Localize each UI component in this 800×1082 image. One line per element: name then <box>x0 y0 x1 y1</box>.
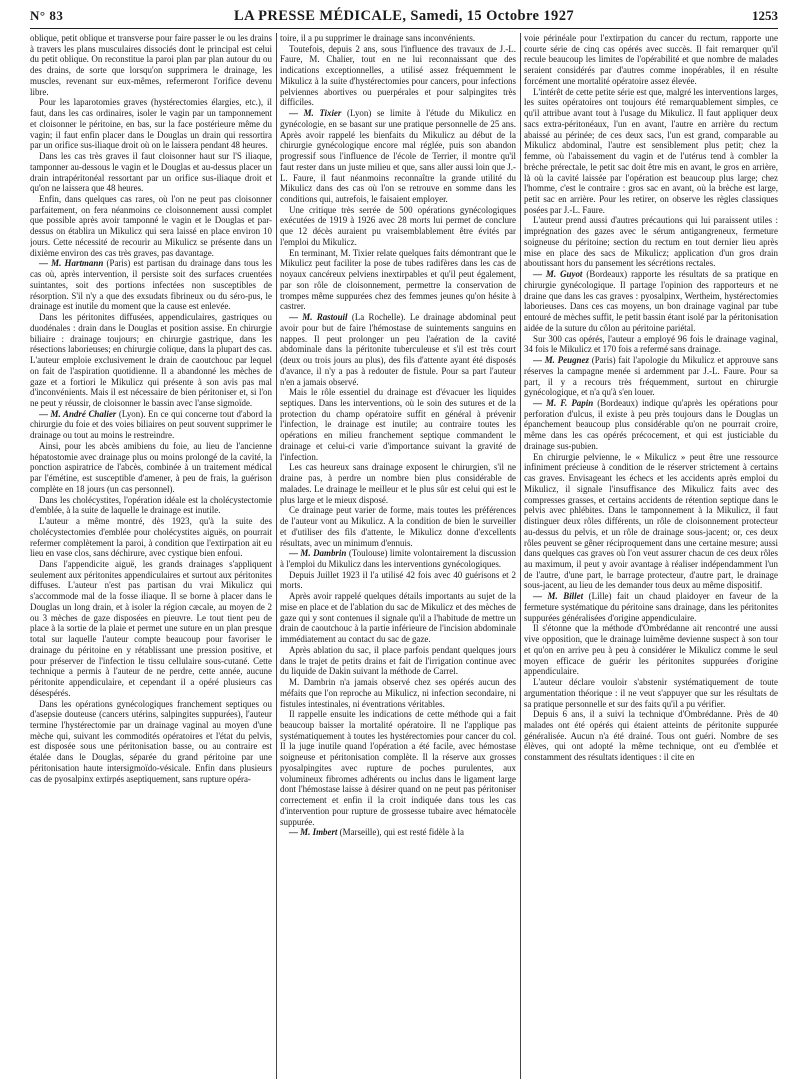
paragraph: Depuis 6 ans, il a suivi la technique d'Ombrédanne. Près de 40 malades ont été opérés qui étaient atteints de péritonite suppurée généralisée. Aucun n'a été drainé. Tous ont guéri. Nombre de ses élèves, qui ont adopté la même technique, ont eu d'emblée et constamment des résultats identiques : il cite en <box>524 709 778 763</box>
paragraph: — M. Peugnez (Paris) fait l'apologie du Mikulicz et approuve sans réserves la campagne menée si ardemment par J.-L. Faure. Pour sa part, il y a recours très fréquemment, surtout en chirurgie gynécologique, et n'a qu'à s'en louer. <box>524 355 778 398</box>
text-column-1 <box>30 33 272 1079</box>
column-divider <box>276 33 277 1079</box>
paragraph: Il s'étonne que la méthode d'Ombrédanne ait rencontré une aussi vive opposition, que le drainage luimême devienne suspect à son tour et qu'on en arrive peu à peu à considérer le Mikulicz comme le seul moyen efficace de guérir les péritonites suppurées d'origine appendiculaire. <box>524 623 778 677</box>
paragraph: — M. Dambrin (Toulouse) limite volontairement la discussion à l'emploi du Mikulicz dans les interventions gynécologiques. <box>280 548 516 569</box>
paragraph-text: (Paris) fait l'apologie du Mikulicz et approuve sans réserves la campagne menée si ardemment par J.-L. Faure. Pour sa part, il y a recours très fréquemment, surtout en chirurgie gynécologique, et n'a qu'à s'en louer. <box>524 355 778 398</box>
paragraph: — M. Tixier (Lyon) se limite à l'étude du Mikulicz en gynécologie, en se basant sur une pratique personnelle de 25 ans. Après avoir rappelé les bienfaits du Mikulicz au début de la chirurgie gynécologique encore mal réglée, puis son abandon progressif sous l'influence de l'école de Terrier, il montre qu'il faut rester dans un juste milieu et que, sans aller aussi loin que J.-L. Faure, il faut néanmoins reconnaître la grande utilité du Mikulicz dans des cas où l'on se retrouve en somme dans les conditions qui, autrefois, le faisaient employer. <box>280 108 516 205</box>
author-name: M. Imbert <box>300 827 338 838</box>
author-name: M. Tixier <box>303 108 342 119</box>
author-name: M. Peugnez <box>544 355 589 366</box>
paragraph: Ainsi, pour les abcès amibiens du foie, au lieu de l'ancienne hépatostomie avec drainage plus ou moins prolongé de la cavité, la ponction aspiratrice de l'abcès, combinée à un traitement médical par l'émétine, est susceptible d'amener, à peu de frais, la guérison complète en 18 jours (un cas personnel). <box>30 440 272 494</box>
paragraph: Enfin, dans quelques cas rares, où l'on ne peut pas cloisonner parfaitement, on fera néanmoins ce cloisonnement aussi complet que possible après avoir tamponné le vagin et le Douglas et par-dessus on établira un Mikulicz qui sera laissé en place environ 10 jours. Cette nécessité de recourir au Mikulicz se présente dans un dixième environ des cas très graves, pas davantage. <box>30 194 272 258</box>
paragraph: L'intérêt de cette petite série est que, malgré les interventions larges, les suites opératoires ont toujours été remarquablement simples, ce qu'il attribue avant tout à l'usage du Mikulicz. Il faut appliquer deux sacs extra-péritonéaux, l'un en avant, l'autre en arrière du rectum abaissé au périnée; de ces deux sacs, l'un est grand, comparable au Mikulicz abdominal, l'autre est sensiblement plus petit; chez la femme, où l'abaissement du vagin et de l'utérus tend à combler la brèche prérectale, le petit sac doit être mis en avant, le gros en arrière, là où la cavité laissée par l'opération est beaucoup plus large; chez l'homme, c'est le contraire : gros sac en avant, où la brèche est large, petit sac en arrière. Pour les retirer, on observe les règles classiques posées par J.-L. Faure. <box>524 86 778 215</box>
paragraph: Il rappelle ensuite les indications de cette méthode qui a fait beaucoup baisser la mortalité opératoire. Il ne l'applique pas systématiquement à toutes les hystérectomies pour cancer du col. Il la juge inutile quand l'opération a été facile, avec hémostase soigneuse et péritonisation complète. Il la réserve aux grosses pyosalpingites avec rupture de poches purulentes, aux volumineux fibromes adhérents ou inclus dans le ligament large dont l'hémostase laisse à désirer quand on ne peut pas péritoniser correctement et enfin il la croit indiquée dans tous les cas d'intervention pour rupture de grossesse tubaire avec hématocèle suppurée. <box>280 709 516 827</box>
paragraph-text: (Paris) est partisan du drainage dans tous les cas où, après intervention, il persiste soit des surfaces cruentées suintantes, soit des portions infectées non susceptibles de résorption. S'il n'y a que des exsudats fibrineux ou du séro-pus, le drainage est inutile du moment que la cause est enlevée. <box>30 258 272 312</box>
paragraph: — M. Hartmann (Paris) est partisan du drainage dans tous les cas où, après intervention, il persiste soit des surfaces cruentées suintantes, soit des portions infectées non susceptibles de résorption. S'il n'y a que des exsudats fibrineux ou du séro-pus, le drainage est inutile du moment que la cause est enlevée. <box>30 258 272 312</box>
author-name: M. Dambrin <box>300 548 347 559</box>
header-rule <box>30 28 778 29</box>
paragraph: Dans l'appendicite aiguë, les grands drainages s'appliquent seulement aux péritonites appendiculaires et surtout aux péritonites diffuses. L'auteur n'est pas partisan du vrai Mikulicz qui s'accommode mal de la fosse iliaque. Il se borne à placer dans le Douglas un long drain, et à isoler la région cæcale, au moyen de 2 ou 3 mèches de gaze disposées en pieuvre. Le tout tient peu de place à la sortie de la plaie et permet une suture en un plan presque total sur laquelle l'auteur compte beaucoup pour favoriser le drainage du péritoine en y rétablissant une pression positive, et pour préserver de l'infection le tissu cellulaire sous-cutané. Cette technique a permis à l'auteur de ne perdre, cette année, aucune péritonite appendiculaire, et cependant il a opéré plusieurs cas désespérés. <box>30 558 272 698</box>
author-name: M. F. Papin <box>546 397 594 408</box>
paragraph: Mais le rôle essentiel du drainage est d'évacuer les liquides septiques. Dans les interventions, où le soin des sutures et de la protection du champ opératoire suffit en général à prévenir l'infection, le drainage est inutile; au contraire toutes les opérations en milieu franchement septique commandent le drainage et celui-ci varie d'importance suivant la gravité de l'infection. <box>280 387 516 462</box>
paragraph: Toutefois, depuis 2 ans, sous l'influence des travaux de J.-L. Faure, M. Chalier, tout en ne lui reconnaissant que des indications exceptionnelles, a utilisé assez fréquemment le Mikulicz à la suite d'hystérectomies pour cancers, pour infections pelviennes abortives ou puerpérales et pour salpingites très difficiles. <box>280 43 516 108</box>
author-name: M. Guyot <box>545 269 583 280</box>
paragraph: L'auteur déclare vouloir s'abstenir systématiquement de toute argumentation théorique : il ne veut s'appuyer que sur les résultats de sa pratique personnelle et sur des faits qu'il a pu vérifier. <box>524 677 778 709</box>
author-name: M. Billet <box>547 591 584 602</box>
paragraph: Dans les cholécystites, l'opération idéale est la cholécystectomie d'emblée, à la suite de laquelle le drainage est inutile. <box>30 494 272 516</box>
column-divider <box>520 33 521 1079</box>
paragraph: Une critique très serrée de 500 opérations gynécologiques exécutées de 1919 à 1926 avec 28 morts lui permet de conclure que 12 décès auraient pu vraisemblablement être évités par l'emploi du Mikulicz. <box>280 204 516 247</box>
paragraph-text: (Toulouse) limite volontairement la discussion à l'emploi du Mikulicz dans les interventions gynécologiques. <box>280 548 516 569</box>
page-header <box>30 8 778 30</box>
paragraph: — M. Billet (Lille) fait un chaud plaidoyer en faveur de la fermeture systématique du péritoine sans drainage, dans les péritonites suppurées généralisées d'origine appendiculaire. <box>524 591 778 623</box>
paragraph: L'auteur prend aussi d'autres précautions qui lui paraissent utiles : imprégnation des gazes avec le sérum antigangreneux, fermeture soigneuse du péritoine; section du rectum en tout dernier lieu après mise en place des sacs de Mikulicz; application d'un gros drain aboutissant hors du pansement les sécrétions rectales. <box>524 215 778 269</box>
issue-number: N° 83 <box>30 8 64 23</box>
paragraph: oblique, petit oblique et transverse pour faire passer le ou les drains à travers les plans musculaires dissociés dont le principal est celui du petit oblique. On reconstitue la paroi plan par plan autour du ou des drains, de sorte que lorsqu'on supprimera le drainage, les muscles, revenant sur eux-mêmes, refermeront l'orifice devenu libre. <box>30 33 272 97</box>
paragraph: Dans les opérations gynécologiques franchement septiques ou d'asepsie douteuse (cancers utérins, salpingites suppurées), l'auteur termine l'hystérectomie par un drainage vaginal au moyen d'une mèche qui, suivant les commodités opératoires et l'état du pelvis, est disposée sous une péritonisation basse, ou au contraire est étalée dans le Douglas, séparée du grand péritoine par une péritonisation haute intersigmoïdo-vésicale. Enfin dans plusieurs cas de pyosalpinx extirpés aseptiquement, sans rupture opéra- <box>30 698 272 784</box>
paragraph: Ce drainage peut varier de forme, mais toutes les préférences de l'auteur vont au Mikulicz. A la condition de bien le surveiller et d'utiliser des fils d'attente, le Mikulicz donne d'excellents résultats, avec un minimum d'ennuis. <box>280 505 516 548</box>
paragraph: voie périnéale pour l'extirpation du cancer du rectum, rapporte une courte série de cinq cas opérés avec succès. Il fait remarquer qu'il recule beaucoup les limites de l'opérabilité et que nombre de malades seraient considérés par d'autres comme inopérables, il en résulte forcément une mortalité opératoire assez élevée. <box>524 33 778 86</box>
paragraph: Depuis Juillet 1923 il l'a utilisé 42 fois avec 40 guérisons et 2 morts. <box>280 569 516 591</box>
paragraph: Dans les péritonites diffusées, appendiculaires, gastriques ou duodénales : drain dans le Douglas et position assise. En chirurgie biliaire : drainage toujours; en chirurgie gastrique, dans les résections laborieuses; en chirurgie colique, dans la plupart des cas. L'auteur emploie exclusivement le drain de caoutchouc par lequel on fait de l'aspiration quotidienne. Il a abandonné les mèches de gaze et a fortiori le Mikulicz qui présente à son avis pas mal d'inconvénients. Mais il est nécessaire de bien péritoniser et, si l'on ne peut y réussir, de cloisonner le bassin avec l'anse sigmoïde. <box>30 312 272 408</box>
paragraph: — M. F. Papin (Bordeaux) indique qu'après les opérations pour perforation d'ulcus, il existe à peu près toujours dans le Douglas un épanchement beaucoup plus considérable qu'on ne pourrait croire, même dans les cas opérés précocement, et qui est justiciable du drainage sus-pubien. <box>524 397 778 451</box>
paragraph: toire, il a pu supprimer le drainage sans inconvénients. <box>280 33 476 43</box>
paragraph: Pour les laparotomies graves (hystérectomies élargies, etc.), il faut, dans les cas ordinaires, isoler le vagin par un tamponnement et cloisonner le péritoine, en bas, sur la face postérieure même du vagin; il faut enfin placer dans le Douglas un drain qui ressortira par un orifice sus-iliaque droit où on le laissera pendant 48 heures. <box>30 97 272 151</box>
paragraph-text: (Bordeaux) indique qu'après les opérations pour perforation d'ulcus, il existe à peu près toujours dans le Douglas un épanchement beaucoup plus considérable qu'on ne pourrait croire, même dans les cas opérés précocement, et qui est justiciable du drainage sus-pubien. <box>524 397 778 451</box>
paragraph-text: (Lille) fait un chaud plaidoyer en faveur de la fermeture systématique du péritoine sans drainage, dans les péritonites suppurées généralisées d'origine appendiculaire. <box>524 591 778 623</box>
paragraph: — M. Guyot (Bordeaux) rapporte les résultats de sa pratique en chirurgie gynécologique. Il partage l'opinion des rapporteurs et ne draine que dans les cas graves : pyosalpinx, Wertheim, hystérectomies laborieuses. Dans ces cas moyens, un bon drainage vaginal par tube entouré de mèches suffit, le petit bassin étant isolé par la péritonisation aidée de la suture du côlon au péritoine pariétal. <box>524 269 778 333</box>
paragraph: L'auteur a même montré, dès 1923, qu'à la suite des cholécystectomies d'emblée pour cholécystites aiguës, on pourrait refermer complètement la paroi, à condition que l'extirpation ait eu lieu en vase clos, sans déchirure, avec cystique bien enfoui. <box>30 516 272 559</box>
paragraph: Après ablation du sac, il place parfois pendant quelques jours dans le trajet de petits drains et fait de l'irrigation continue avec du liquide de Dakin suivant la méthode de Carrel. <box>280 644 516 677</box>
paragraph-text: (Bordeaux) rapporte les résultats de sa pratique en chirurgie gynécologique. Il partage l'opinion des rapporteurs et ne draine que dans les cas graves : pyosalpinx, Wertheim, hystérectomies laborieuses. Dans ces cas moyens, un bon drainage vaginal par tube entouré de mèches suffit, le petit bassin étant isolé par la péritonisation aidée de la suture du côlon au péritoine pariétal. <box>524 269 778 333</box>
paragraph: Après avoir rappelé quelques détails importants au sujet de la mise en place et de l'ablation du sac de Mikulicz et des mèches de gaze qui y sont contenues il signale qu'il a l'habitude de mettre un drain de caoutchouc à la partie inférieure de l'incision abdominale immédiatement au contact du sac de gaze. <box>280 591 516 645</box>
page-number: 1253 <box>752 8 778 23</box>
paragraph: Sur 300 cas opérés, l'auteur a employé 96 fois le drainage vaginal, 34 fois le Mikulicz et 170 fois a refermé sans drainage. <box>524 333 778 355</box>
paragraph: — M. Rastouil (La Rochelle). Le drainage abdominal peut avoir pour but de faire l'hémostase de suintements sanguins en nappes. Il peut prolonger un peu l'aération de la cavité abdominale dans la péritonite tuberculeuse et s'il est très court (deux ou trois jours au plus), des fils d'attente ayant été disposés d'avance, il n'y a pas à redouter de fistule. Pour sa part l'auteur n'en a jamais observé. <box>280 312 516 387</box>
author-name: M. Hartmann <box>51 258 104 269</box>
paragraph: — M. André Chalier (Lyon). En ce qui concerne tout d'abord la chirurgie du foie et des voies biliaires on peut souvent supprimer le drainage ou tout au moins le restreindre. <box>30 408 272 441</box>
author-name: M. Rastouil <box>302 312 348 323</box>
author-name: M. André Chalier <box>50 408 117 419</box>
text-column-3 <box>524 33 778 1079</box>
text-column-2 <box>280 33 516 1079</box>
paragraph-text: (Lyon). En ce qui concerne tout d'abord la chirurgie du foie et des voies biliaires on peut souvent supprimer le drainage ou tout au moins le restreindre. <box>30 408 272 441</box>
paragraph-text: (Lyon) se limite à l'étude du Mikulicz en gynécologie, en se basant sur une pratique personnelle de 25 ans. Après avoir rappelé les bienfaits du Mikulicz au début de la chirurgie gynécologique encore mal réglée, puis son abandon progressif sous l'influence de l'école de Terrier, il montre qu'il faut rester dans un juste milieu et que, sans aller aussi loin que J.-L. Faure, il faut néanmoins reconnaître la grande utilité du Mikulicz dans des cas où l'on se retrouve en somme dans les conditions qui, autrefois, le faisaient employer. <box>280 108 516 205</box>
paragraph: En chirurgie pelvienne, le « Mikulicz » peut être une ressource infiniment précieuse à condition de le réserver strictement à certains cas graves. Envisageant les échecs et les accidents après emploi du Mikulicz, il signale l'insuffisance des Mikulicz faits avec des compresses grasses, et certains accidents de rétention septique dans le pelvis avec phlébites. Dans le tamponnement à la Mikulicz, il faut distinguer deux rôles différents, un rôle de cloisonnement protecteur au-dessus du pelvis, et un rôle de drainage sous-jacent; or, ces deux rôles peuvent se gêner réciproquement dans une certaine mesure; aussi dans quelques cas graves où l'on veut assurer chacun de ces deux rôles au maximum, il peut y avoir avantage à réaliser indépendamment l'un de l'autre, d'une part, le barrage protecteur, d'autre part, le drainage sous-jacent, au lieu de les demander tous deux au même dispositif. <box>524 451 778 591</box>
paragraph: M. Dambrin n'a jamais observé chez ses opérés aucun des méfaits que l'on reproche au Mikulicz, ni infection secondaire, ni fistules intestinales, ni éventrations véritables. <box>280 677 516 709</box>
paragraph-text: (Marseille), qui est resté fidèle à la <box>339 827 464 838</box>
paragraph: Les cas heureux sans drainage exposent le chirurgien, s'il ne draine pas, à perdre un nombre bien plus considérable de malades. Le drainage le meilleur et le plus sûr est celui qui est le plus large et le mieux disposé. <box>280 462 516 505</box>
paragraph-text: (La Rochelle). Le drainage abdominal peut avoir pour but de faire l'hémostase de suintements sanguins en nappes. Il peut prolonger un peu l'aération de la cavité abdominale dans la péritonite tuberculeuse et s'il est très court (deux ou trois jours au plus), des fils d'attente ayant été disposés d'avance, il n'y a pas à redouter de fistule. Pour sa part l'auteur n'en a jamais observé. <box>280 312 516 387</box>
paragraph: Dans les cas très graves il faut cloisonner haut sur l'S iliaque, tamponner au-dessous le vagin et le Douglas et au-dessus placer un drain intrapéritonéal ressortant par un orifice sus-iliaque droit et qu'on ne laissera que 48 heures. <box>30 151 272 194</box>
paragraph: En terminant, M. Tixier relate quelques faits démontrant que le Mikulicz peut faciliter la pose de tubes radifères dans les cas de noyaux cancéreux pelviens inextirpables et qu'il peut également, par son rôle de cloisonnement, permettre la conservation de trompes même suppurées chez des femmes jeunes qu'on hésite à castrer. <box>280 247 516 312</box>
journal-title: LA PRESSE MÉDICALE, Samedi, 15 Octobre 1927 <box>234 8 574 24</box>
paragraph: — M. Imbert (Marseille), qui est resté fidèle à la <box>289 827 464 838</box>
